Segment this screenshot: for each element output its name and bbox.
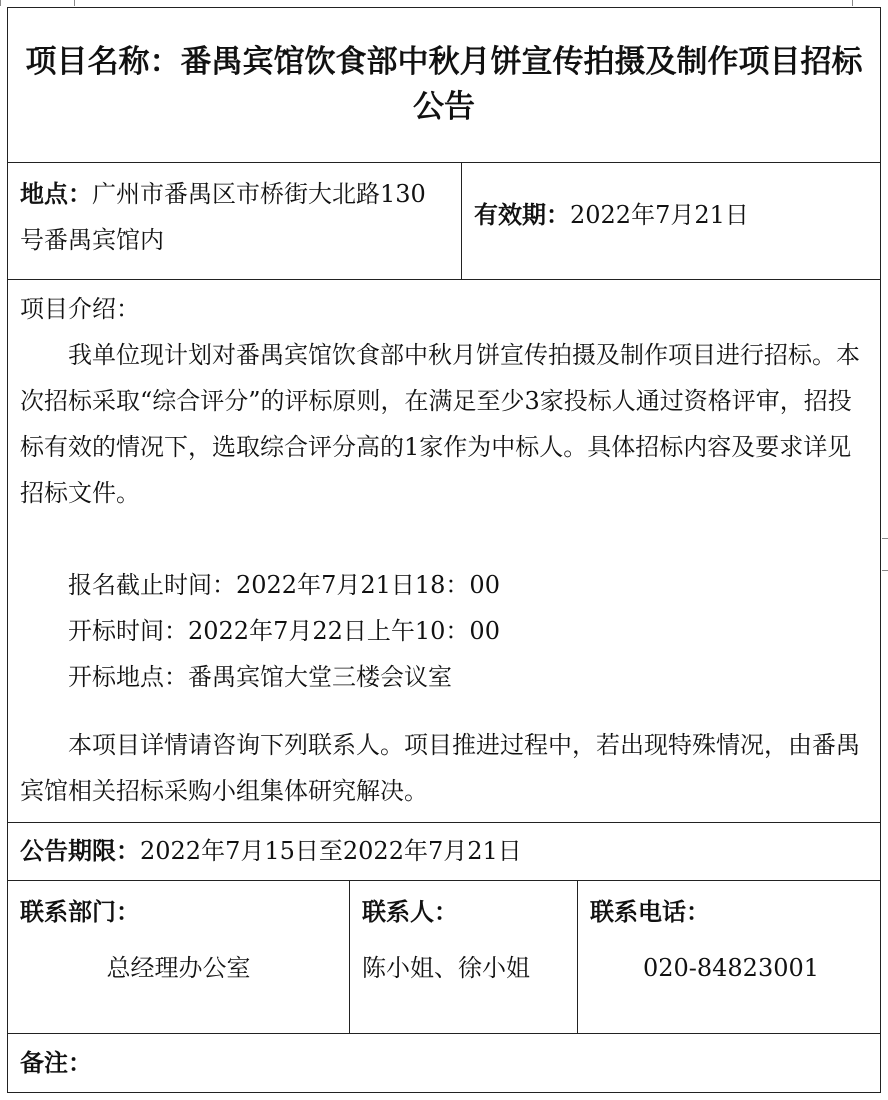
location-cell — [8, 163, 461, 279]
location-row — [8, 163, 880, 280]
opening-place-line: 开标地点：番禺宾馆大堂三楼会议室 — [68, 663, 452, 691]
validity-text — [474, 192, 872, 238]
corner-mark-top-right — [852, 0, 853, 6]
validity-value: 2022年7月21日 — [570, 201, 749, 229]
corner-mark-top-left-2 — [74, 0, 75, 6]
period-row — [8, 823, 880, 881]
contact-note: 本项目详情请咨询下列联系人。项目推进过程中，若出现特殊情况，由番禺宾馆相关招标采购小组集体研究解决。 — [20, 731, 860, 805]
period-cell — [8, 823, 882, 880]
location-label: 地点： — [20, 180, 92, 208]
department-cell — [8, 881, 349, 1033]
corner-mark-right — [882, 538, 888, 539]
title-text: 番禺宾馆饮食部中秋月饼宣传拍摄及制作项目招标公告 — [180, 44, 863, 125]
period-value: 2022年7月15日至2022年7月21日 — [140, 837, 522, 865]
phone-label: 联系电话： — [590, 898, 710, 926]
remarks-label: 备注： — [20, 1049, 92, 1077]
announcement-table — [7, 7, 881, 1093]
opening-time-line: 开标时间：2022年7月22日上午10：00 — [68, 617, 500, 645]
corner-mark-right-2 — [882, 570, 888, 571]
phone-value: 020-84823001 — [642, 954, 820, 982]
title-row — [8, 8, 880, 163]
period-label: 公告期限： — [20, 837, 140, 865]
person-label: 联系人： — [362, 898, 458, 926]
validity-cell — [461, 163, 882, 279]
person-cell — [349, 881, 577, 1033]
remarks-cell — [8, 1034, 882, 1092]
location-text — [20, 171, 447, 263]
title-label: 项目名称： — [25, 44, 181, 80]
intro-cell — [8, 280, 882, 822]
remarks-row — [8, 1034, 880, 1092]
phone-cell — [577, 881, 882, 1033]
intro-heading: 项目介绍： — [20, 295, 140, 323]
department-value: 总经理办公室 — [106, 954, 251, 982]
period-text — [20, 828, 870, 874]
corner-mark-top-left — [0, 0, 1, 6]
validity-label: 有效期： — [474, 201, 570, 229]
person-value: 陈小姐、徐小姐 — [362, 954, 530, 982]
intro-row — [8, 280, 880, 823]
intro-paragraph: 我单位现计划对番禺宾馆饮食部中秋月饼宣传拍摄及制作项目进行招标。本次招标采取“综合评分”的评标原则，在满足至少3家投标人通过资格评审，招投标有效的情况下，选取综合评分高的1家作为中标人。具体招标内容及要求详见招标文件。 — [20, 341, 860, 507]
location-value: 广州市番禺区市桥街大北路130号番禺宾馆内 — [20, 180, 426, 254]
department-label: 联系部门： — [20, 898, 140, 926]
contacts-row — [8, 881, 880, 1034]
page-title — [8, 8, 880, 130]
deadline-line: 报名截止时间：2022年7月21日18：00 — [68, 571, 500, 599]
